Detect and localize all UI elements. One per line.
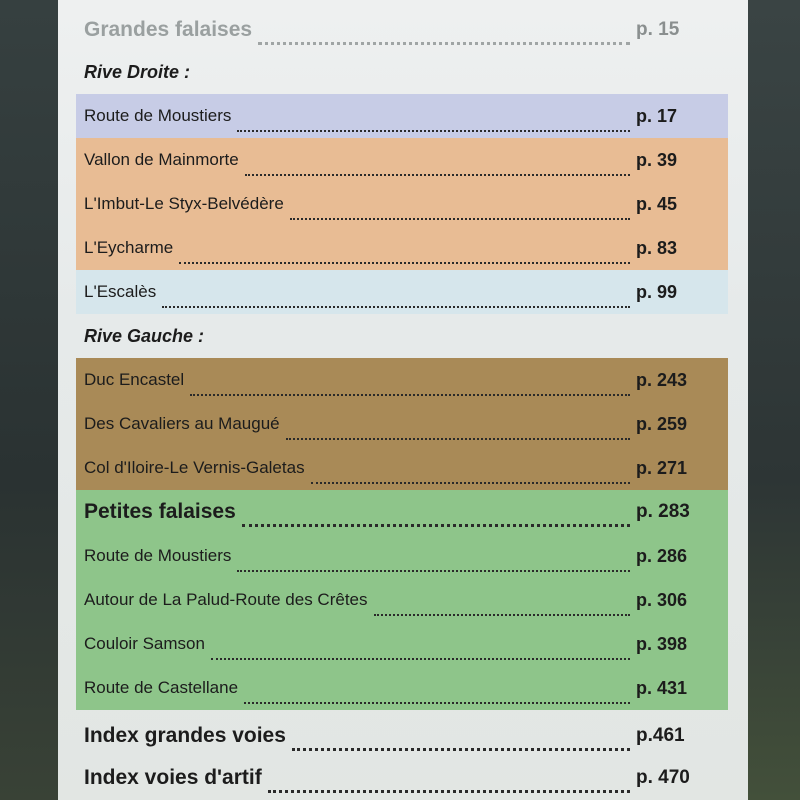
- toc-label: Duc Encastel: [84, 370, 185, 389]
- dot-leader: [268, 790, 630, 793]
- toc-label: Col d'Iloire-Le Vernis-Galetas: [84, 458, 305, 477]
- toc-page-number: p. 286: [636, 545, 688, 566]
- dot-leader: [286, 438, 630, 440]
- toc-heading-index-voies-artif[interactable]: [76, 756, 728, 800]
- toc-page-number: p. 271: [636, 457, 688, 478]
- toc-page-number: p. 17: [636, 105, 678, 126]
- dot-leader: [237, 130, 630, 132]
- toc-entry[interactable]: [76, 182, 728, 226]
- dot-leader: [374, 614, 630, 616]
- dot-leader: [311, 482, 630, 484]
- toc-page-number: p. 431: [636, 677, 688, 698]
- dot-leader: [292, 748, 630, 751]
- background-left: [0, 0, 62, 800]
- toc-heading-index-grandes-voies[interactable]: [76, 714, 728, 758]
- toc-subheading-rive-droite: [76, 54, 728, 90]
- toc-label: L'Escalès: [84, 282, 157, 301]
- toc-label: Index voies d'artif: [84, 766, 262, 789]
- dot-leader: [190, 394, 630, 396]
- toc-label: Des Cavaliers au Maugué: [84, 414, 280, 433]
- toc-label: Route de Moustiers: [84, 546, 232, 565]
- dot-leader: [211, 658, 630, 660]
- dot-leader: [162, 306, 630, 308]
- dot-leader: [290, 218, 630, 220]
- toc-entry[interactable]: [76, 622, 728, 666]
- toc-entry[interactable]: [76, 226, 728, 270]
- toc-page-number: p. 243: [636, 369, 688, 390]
- toc-page-number: p. 45: [636, 193, 678, 214]
- toc-label: Index grandes voies: [84, 724, 286, 747]
- toc-label: Petites falaises: [84, 500, 236, 523]
- toc-subheading-rive-gauche: [76, 318, 728, 354]
- toc-entry[interactable]: [76, 358, 728, 402]
- toc-label: Route de Moustiers: [84, 106, 232, 125]
- toc-page-number: p.461: [636, 725, 685, 746]
- toc-page-number: p. 99: [636, 281, 678, 302]
- toc-label: L'Eycharme: [84, 238, 174, 257]
- toc-entry[interactable]: [76, 534, 728, 578]
- table-of-contents-page: [58, 0, 748, 800]
- toc-entry[interactable]: [76, 666, 728, 710]
- toc-heading-petites-falaises[interactable]: [76, 490, 728, 534]
- toc-label: L'Imbut-Le Styx-Belvédère: [84, 194, 284, 213]
- toc-label: Rive Gauche :: [84, 325, 205, 346]
- toc-entry[interactable]: [76, 446, 728, 490]
- toc-entry[interactable]: [76, 94, 728, 138]
- dot-leader: [258, 42, 630, 45]
- toc-entry[interactable]: [76, 402, 728, 446]
- dot-leader: [244, 702, 630, 704]
- toc-label: Route de Castellane: [84, 678, 239, 697]
- toc-page-number: p. 259: [636, 413, 688, 434]
- toc-label: Couloir Samson: [84, 634, 205, 653]
- dot-leader: [179, 262, 630, 264]
- toc-page-number: p. 470: [636, 767, 690, 788]
- toc-entry[interactable]: [76, 578, 728, 622]
- toc-entry[interactable]: [76, 270, 728, 314]
- background-right: [748, 0, 800, 800]
- dot-leader: [242, 524, 630, 527]
- toc-label: Rive Droite :: [84, 61, 191, 82]
- toc-page-number: p. 39: [636, 149, 678, 170]
- dot-leader: [237, 570, 630, 572]
- toc-page-number: p. 306: [636, 589, 688, 610]
- dot-leader: [245, 174, 630, 176]
- toc-label: Vallon de Mainmorte: [84, 150, 239, 169]
- toc-entry[interactable]: [76, 138, 728, 182]
- toc-page-number: p. 15: [636, 19, 680, 40]
- toc-page-number: p. 83: [636, 237, 678, 258]
- toc-heading-grandes-falaises[interactable]: [76, 8, 728, 52]
- toc-page-number: p. 398: [636, 633, 688, 654]
- toc-page-number: p. 283: [636, 501, 690, 522]
- toc-label: Autour de La Palud-Route des Crêtes: [84, 590, 368, 609]
- toc-label: Grandes falaises: [84, 18, 253, 41]
